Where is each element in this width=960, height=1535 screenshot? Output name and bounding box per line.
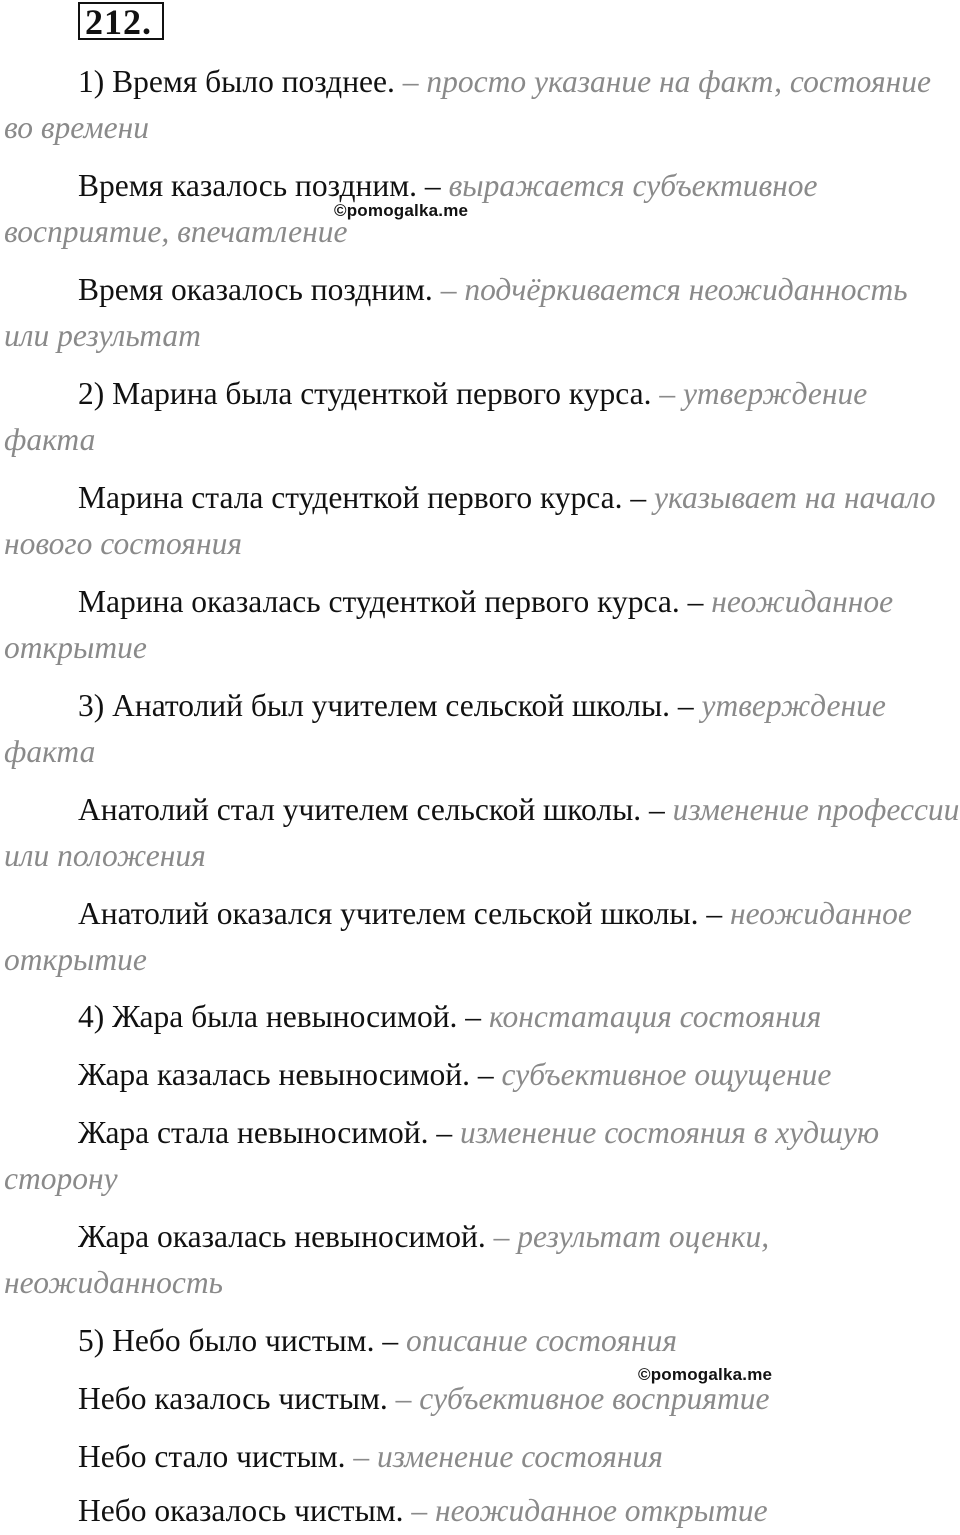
- entry-note: – утверждение факта: [4, 376, 868, 457]
- entry-main: 1) Время было позднее.: [78, 64, 395, 99]
- entry-7: [4, 683, 960, 775]
- entry-main: Небо стало чистым.: [78, 1439, 346, 1474]
- entry-main: Марина оказалась студенткой первого курса. –: [78, 584, 704, 619]
- entry-note: субъективное ощущение: [501, 1057, 832, 1092]
- entry-note: – субъективное восприятие: [395, 1381, 770, 1416]
- entry-main: Жара казалась невыносимой. –: [78, 1057, 494, 1092]
- entry-main: Жара оказалась невыносимой.: [78, 1219, 486, 1254]
- entry-6: [4, 579, 960, 671]
- entry-12: [4, 1110, 960, 1202]
- entry-main: 5) Небо было чистым. –: [78, 1323, 399, 1358]
- entry-13: [4, 1214, 960, 1306]
- entry-1: [4, 59, 960, 151]
- entry-note: – просто указание на факт, состояние во времени: [4, 64, 931, 145]
- entry-9: [4, 891, 960, 983]
- entry-note: указывает на начало нового состояния: [4, 480, 936, 561]
- watermark: ©pomogalka.me: [334, 201, 469, 220]
- entry-note: – изменение состояния: [353, 1439, 663, 1474]
- entry-main: Жара стала невыносимой. –: [78, 1115, 453, 1150]
- entry-16: [4, 1434, 960, 1480]
- entry-5: [4, 475, 960, 567]
- entry-11: [4, 1052, 960, 1098]
- entry-15: [4, 1376, 960, 1422]
- entry-note: изменение состояния в худшую сторону: [4, 1115, 880, 1196]
- entry-3: [4, 267, 960, 359]
- entry-note: констатация состояния: [488, 999, 822, 1034]
- entry-2: [4, 163, 960, 255]
- entry-main: Небо казалось чистым.: [78, 1381, 388, 1416]
- entry-note: описание состояния: [405, 1323, 678, 1358]
- entry-main: Марина стала студенткой первого курса. –: [78, 480, 647, 515]
- entry-17: [4, 1488, 960, 1534]
- entry-main: Время казалось поздним. –: [78, 168, 441, 203]
- entry-note: неожиданное открытие: [4, 584, 894, 665]
- entry-4: [4, 371, 960, 463]
- entry-note: неожиданное открытие: [4, 896, 912, 977]
- entry-main: Анатолий стал учителем сельской школы. –: [78, 792, 665, 827]
- task-number: 212.: [78, 2, 164, 40]
- entry-14: [4, 1318, 960, 1364]
- entry-note: – неожиданное открытие: [411, 1493, 768, 1528]
- entry-main: 4) Жара была невыносимой. –: [78, 999, 482, 1034]
- entry-main: Небо оказалось чистым.: [78, 1493, 404, 1528]
- entry-10: [4, 994, 960, 1040]
- entry-note: – результат оценки, неожиданность: [4, 1219, 770, 1300]
- entry-main: Время оказалось поздним.: [78, 272, 433, 307]
- entry-main: Анатолий оказался учителем сельской школы. –: [78, 896, 723, 931]
- entry-note: – подчёркивается неожиданность или результат: [4, 272, 908, 353]
- watermark: ©pomogalka.me: [638, 1365, 773, 1384]
- entry-note: утверждение факта: [4, 688, 886, 769]
- entry-8: [4, 787, 960, 879]
- entry-note: изменение профессии или положения: [4, 792, 960, 873]
- entry-note: выражается субъективное восприятие, впечатление: [4, 168, 818, 249]
- entry-main: 3) Анатолий был учителем сельской школы. –: [78, 688, 694, 723]
- entry-main: 2) Марина была студенткой первого курса.: [78, 376, 652, 411]
